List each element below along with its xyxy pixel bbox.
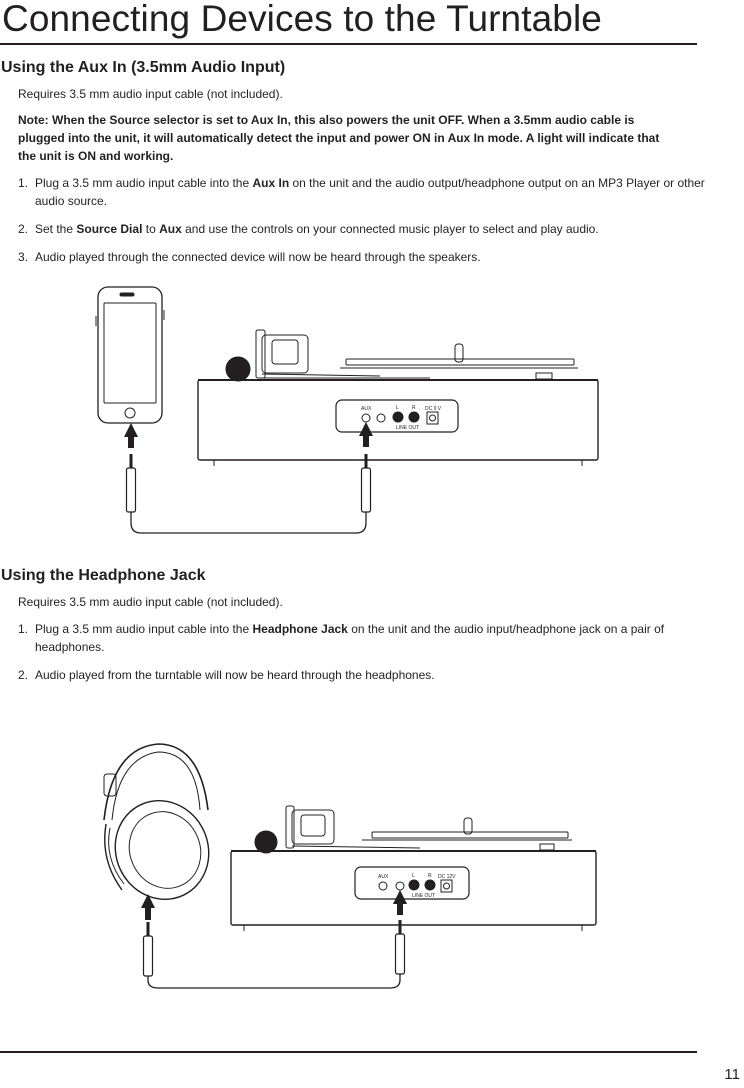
page-number: 11: [724, 1066, 740, 1083]
aux-in-step-1: [18, 174, 708, 210]
right-channel-label: R: [412, 405, 416, 411]
headphone-connection-illustration: [0, 740, 744, 1000]
page-title: Connecting Devices to the Turntable: [2, 0, 602, 39]
aux-in-steps: [18, 174, 708, 276]
audio-cable-icon: [144, 920, 405, 988]
arrow-up-icon: [124, 423, 138, 448]
title-divider: [0, 43, 697, 45]
headphone-jack-step-2: [18, 666, 708, 684]
smartphone-icon: [96, 287, 164, 423]
step-text: on the unit and the audio input/headphone jack on a pair of headphones.: [35, 622, 665, 654]
aux-in-note: Note: When the Source selector is set to Aux In, this also powers the unit OFF. When a 3.5mm audio cable is plugged into the unit, it will automatically detect the input and power ON in Aux In mode. A light will indicate that the unit is ON and working.: [18, 113, 660, 163]
turntable-icon: [198, 330, 598, 466]
step-number: 1.: [18, 622, 29, 636]
step-emphasis: Headphone Jack: [252, 622, 348, 636]
aux-in-step-2: [18, 220, 708, 238]
turntable-icon: [231, 806, 596, 931]
arrow-up-icon: [359, 422, 373, 447]
step-text: Plug a 3.5 mm audio input cable into the: [35, 176, 253, 190]
step-emphasis: Aux: [159, 222, 182, 236]
step-text: on the unit and the audio output/headphone output on an MP3 Player or other audio source.: [35, 176, 705, 208]
step-emphasis: Source Dial: [76, 222, 143, 236]
step-text: Set the: [35, 222, 77, 236]
step-number: 1.: [18, 176, 29, 190]
left-channel-label: L: [412, 873, 415, 879]
headphones-icon: [99, 744, 225, 915]
arrow-up-icon: [393, 890, 407, 915]
step-text: Audio played through the connected device will now be heard through the speakers.: [35, 250, 481, 264]
headphone-jack-steps: [18, 620, 708, 694]
step-number: 3.: [18, 250, 29, 264]
aux-in-requirement: Requires 3.5 mm audio input cable (not included).: [18, 87, 283, 101]
headphone-jack-requirement: Requires 3.5 mm audio input cable (not included).: [18, 595, 283, 609]
aux-in-step-3: [18, 248, 708, 266]
step-text: and use the controls on your connected music player to select and play audio.: [181, 222, 599, 236]
step-text: Audio played from the turntable will now be heard through the headphones.: [35, 668, 435, 682]
aux-jack-label: AUX: [378, 874, 389, 880]
step-text: Plug a 3.5 mm audio input cable into the: [35, 622, 253, 636]
step-text: to: [142, 222, 160, 236]
aux-in-connection-illustration: [0, 280, 744, 540]
headphone-jack-step-1: [18, 620, 687, 656]
dc-input-label: DC 12V: [438, 874, 456, 880]
right-channel-label: R: [428, 873, 432, 879]
line-out-label: LINE OUT: [396, 425, 420, 431]
aux-jack-label: AUX: [361, 406, 372, 412]
footer-divider: [0, 1051, 697, 1053]
dc-input-label: DC 9 V: [425, 406, 442, 412]
aux-in-heading: Using the Aux In (3.5mm Audio Input): [1, 59, 286, 76]
audio-cable-icon: [127, 454, 371, 533]
left-channel-label: L: [396, 405, 399, 411]
step-number: 2.: [18, 222, 29, 236]
step-number: 2.: [18, 668, 29, 682]
headphone-jack-heading: Using the Headphone Jack: [1, 567, 206, 584]
line-out-label: LINE OUT: [412, 893, 436, 899]
step-emphasis: Aux In: [252, 176, 290, 190]
